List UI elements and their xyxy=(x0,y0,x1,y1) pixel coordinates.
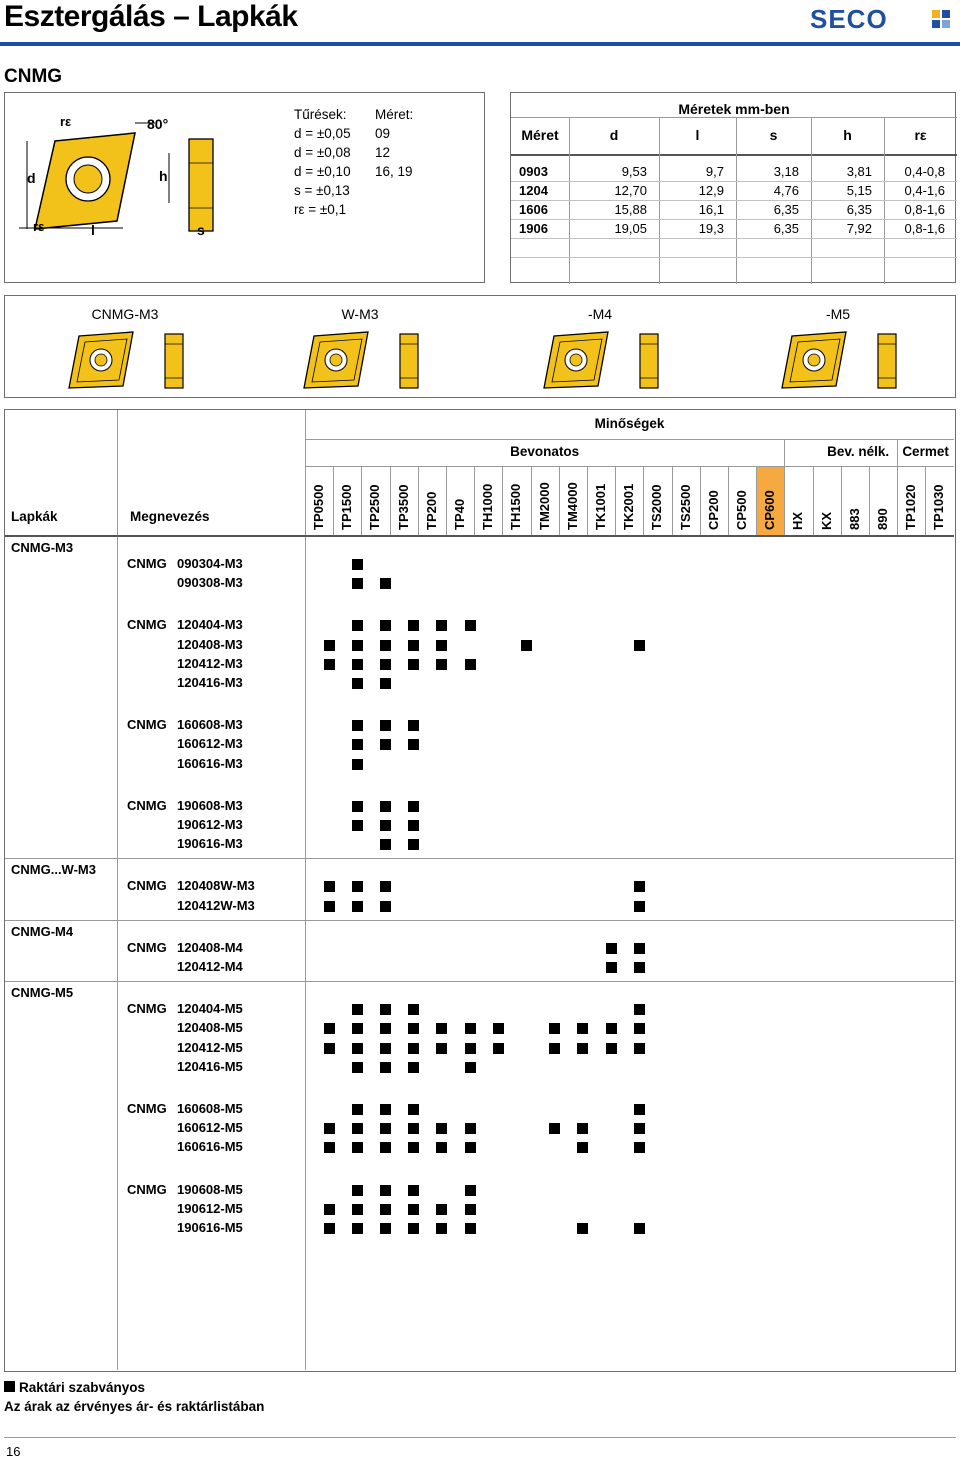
stock-mark xyxy=(352,881,363,892)
stock-mark xyxy=(380,1142,391,1153)
grade-col-rule xyxy=(559,467,560,535)
item-code: 160608-M3 xyxy=(177,717,243,733)
stock-mark xyxy=(577,1142,588,1153)
dims-header-cell: l xyxy=(695,127,700,143)
stock-mark xyxy=(408,820,419,831)
stock-mark xyxy=(634,943,645,954)
col-rule xyxy=(305,410,306,1370)
dims-row-rule xyxy=(511,257,957,258)
item-code: 120412-M3 xyxy=(177,655,243,671)
insert-geometry-icon xyxy=(65,330,215,390)
stock-mark xyxy=(380,901,391,912)
stock-mark xyxy=(634,1104,645,1115)
dims-cell: 9,7 xyxy=(705,164,724,179)
tolerance-list xyxy=(294,105,351,219)
stock-mark xyxy=(352,678,363,689)
stock-mark xyxy=(380,1043,391,1054)
stock-mark xyxy=(380,1123,391,1134)
stock-mark xyxy=(380,1185,391,1196)
stock-mark xyxy=(324,881,335,892)
tolerance-line: d = ±0,10 xyxy=(294,164,351,179)
stock-mark xyxy=(352,1062,363,1073)
insert-dimension-drawing xyxy=(5,93,295,253)
item-code: 120412-M5 xyxy=(177,1039,243,1055)
item-code: 160608-M5 xyxy=(177,1101,243,1116)
dims-cell: 1606 xyxy=(519,202,548,217)
stock-mark xyxy=(380,1023,391,1034)
group-row-rule xyxy=(5,981,954,982)
stock-mark xyxy=(352,1142,363,1153)
grade-col-rule xyxy=(728,467,729,535)
stock-mark xyxy=(577,1023,588,1034)
section-title: CNMG xyxy=(4,66,63,87)
geometry-box xyxy=(4,295,956,398)
svg-text:rε: rε xyxy=(33,219,45,234)
stock-mark xyxy=(352,739,363,750)
grade-header: TP1030 xyxy=(931,484,947,530)
grade-header: KX xyxy=(818,511,834,530)
stock-mark xyxy=(465,1142,476,1153)
dims-cell: 16,1 xyxy=(698,202,724,217)
stock-mark xyxy=(493,1043,504,1054)
grade-col-rule xyxy=(446,467,447,535)
item-code: 160616-M5 xyxy=(177,1139,243,1155)
stock-mark xyxy=(324,1204,335,1215)
group-row-rule xyxy=(5,858,954,859)
grade-col-rule xyxy=(643,467,644,535)
stock-mark xyxy=(465,1204,476,1215)
dims-cell: 9,53 xyxy=(621,164,647,179)
stock-mark xyxy=(324,640,335,651)
row-rule xyxy=(5,535,954,537)
grade-col-rule xyxy=(813,467,814,535)
stock-mark xyxy=(380,1004,391,1015)
svg-text:h: h xyxy=(159,168,168,184)
family-label: CNMG-M4 xyxy=(11,923,74,939)
item-code: 190616-M5 xyxy=(177,1220,243,1235)
grade-header: TM4000 xyxy=(564,482,580,530)
stock-mark xyxy=(408,620,419,631)
item-code: 190612-M5 xyxy=(177,1200,243,1216)
item-code: 160612-M5 xyxy=(177,1120,243,1136)
size-value: 09 xyxy=(375,126,391,141)
dims-rule xyxy=(511,154,957,156)
grade-header: 890 xyxy=(875,508,890,530)
stock-mark xyxy=(352,720,363,731)
svg-text:l: l xyxy=(91,222,95,238)
svg-text:rε: rε xyxy=(60,114,72,129)
geometry-label: -M5 xyxy=(825,306,851,322)
family-label: CNMG...W-M3 xyxy=(11,862,96,878)
stock-mark xyxy=(549,1123,560,1134)
dims-header-cell: Méret xyxy=(521,127,559,143)
item-code: 160612-M3 xyxy=(177,736,243,752)
dims-cell: 15,88 xyxy=(614,202,647,217)
dimensions-table xyxy=(510,92,956,283)
stock-mark xyxy=(634,1043,645,1054)
grade-header: TP200 xyxy=(423,491,439,530)
name-header: Megnevezés xyxy=(130,509,210,524)
grade-header: CP600 xyxy=(762,490,778,530)
size-value: 12 xyxy=(375,145,391,160)
stock-mark xyxy=(380,1223,391,1234)
stock-mark xyxy=(380,1062,391,1073)
stock-mark xyxy=(549,1023,560,1034)
page-number: 16 xyxy=(6,1444,21,1459)
stock-mark xyxy=(324,1123,335,1134)
stock-mark xyxy=(436,1204,447,1215)
stock-mark xyxy=(465,1123,476,1134)
group-row-rule xyxy=(5,920,954,921)
item-code: 120412W-M3 xyxy=(177,897,255,913)
dims-header-cell: rε xyxy=(914,127,927,143)
insert-geometry-icon xyxy=(300,330,450,390)
item-code: 120408-M3 xyxy=(177,636,243,652)
item-code: 120412-M4 xyxy=(177,959,243,974)
dims-cell: 1204 xyxy=(519,183,548,198)
dims-cell: 1906 xyxy=(519,221,548,236)
stock-mark xyxy=(380,1104,391,1115)
dims-header-cell: d xyxy=(609,127,619,143)
dims-cell: 6,35 xyxy=(773,221,799,236)
dims-cell: 3,81 xyxy=(846,164,872,179)
stock-mark xyxy=(380,678,391,689)
svg-text:80°: 80° xyxy=(147,116,169,132)
tolerance-line: rε = ±0,1 xyxy=(294,202,347,217)
name-prefix: CNMG xyxy=(127,878,167,894)
legend xyxy=(4,1380,145,1395)
name-prefix: CNMG xyxy=(127,717,167,733)
stock-mark xyxy=(606,962,617,973)
qualities-header: Minőségek xyxy=(594,416,665,431)
stock-mark xyxy=(408,1104,419,1115)
dims-cell: 0,4-1,6 xyxy=(904,183,945,198)
stock-mark xyxy=(606,943,617,954)
stock-mark xyxy=(324,659,335,670)
item-code: 120404-M5 xyxy=(177,1001,243,1017)
page-title: Esztergálás – Lapkák xyxy=(4,0,298,33)
dims-cell: 5,15 xyxy=(846,183,872,198)
grade-header: TH1000 xyxy=(480,483,496,530)
stock-mark xyxy=(634,1223,645,1234)
stock-mark xyxy=(380,820,391,831)
dims-cell: 6,35 xyxy=(846,202,872,217)
stock-mark xyxy=(634,1004,645,1015)
name-prefix: CNMG xyxy=(127,1001,167,1017)
stock-mark xyxy=(380,881,391,892)
stock-mark xyxy=(436,1023,447,1034)
stock-mark xyxy=(465,1023,476,1034)
grade-header: TK2001 xyxy=(621,483,637,530)
dims-header-cell: h xyxy=(843,127,852,143)
name-prefix: CNMG xyxy=(127,1101,167,1116)
stock-mark xyxy=(634,881,645,892)
seco-logo xyxy=(810,6,956,32)
stock-mark xyxy=(408,1004,419,1015)
stock-mark xyxy=(606,1043,617,1054)
tolerance-box xyxy=(4,92,485,283)
size-value: 16, 19 xyxy=(375,164,413,179)
item-code: 190612-M3 xyxy=(177,817,243,832)
stock-mark xyxy=(380,620,391,631)
stock-mark xyxy=(352,1104,363,1115)
item-code: 190616-M3 xyxy=(177,836,243,852)
stock-mark xyxy=(380,659,391,670)
insert-geometry-icon xyxy=(778,330,928,390)
grade-header: TH1500 xyxy=(508,483,524,530)
insert-geometry-icon xyxy=(540,330,690,390)
dims-cell: 12,70 xyxy=(614,183,647,198)
grade-col-rule xyxy=(925,467,926,535)
stock-mark xyxy=(436,1043,447,1054)
stock-mark xyxy=(634,640,645,651)
stock-mark xyxy=(352,801,363,812)
grade-col-rule xyxy=(869,467,870,535)
tolerance-line: d = ±0,05 xyxy=(294,126,351,141)
stock-mark xyxy=(634,1123,645,1134)
dims-row-rule xyxy=(511,200,957,201)
name-prefix: CNMG xyxy=(127,556,167,571)
stock-square-icon xyxy=(4,1381,15,1392)
item-code: 120404-M3 xyxy=(177,617,243,633)
item-code: 160616-M3 xyxy=(177,755,243,771)
dims-row-rule xyxy=(511,181,957,182)
stock-mark xyxy=(465,1062,476,1073)
stock-mark xyxy=(324,901,335,912)
dims-cell: 12,9 xyxy=(698,183,724,198)
family-label: CNMG-M5 xyxy=(11,985,74,1001)
header-rule xyxy=(0,42,960,46)
legend-text: Raktári szabványos xyxy=(19,1380,146,1395)
dims-cell: 0,8-1,6 xyxy=(904,221,945,236)
stock-mark xyxy=(634,1142,645,1153)
stock-mark xyxy=(577,1223,588,1234)
stock-mark xyxy=(436,1123,447,1134)
geometry-label: -M4 xyxy=(587,306,613,322)
grade-header: TP1020 xyxy=(903,484,919,530)
dims-cell: 6,35 xyxy=(773,202,799,217)
stock-mark xyxy=(465,659,476,670)
stock-mark xyxy=(352,559,363,570)
stock-mark xyxy=(352,640,363,651)
stock-mark xyxy=(408,1204,419,1215)
stock-mark xyxy=(380,640,391,651)
dims-cell: 0903 xyxy=(519,164,548,179)
grade-header: CP500 xyxy=(734,490,749,530)
logo-wordmark: SECO xyxy=(810,6,888,32)
stock-mark xyxy=(521,640,532,651)
stock-mark xyxy=(436,659,447,670)
price-note: Az árak az érvényes ár- és raktárlistában xyxy=(4,1399,265,1414)
stock-mark xyxy=(352,578,363,589)
stock-mark xyxy=(549,1043,560,1054)
stock-mark xyxy=(408,1223,419,1234)
stock-mark xyxy=(324,1023,335,1034)
stock-mark xyxy=(408,640,419,651)
name-prefix: CNMG xyxy=(127,939,167,955)
grade-header: 883 xyxy=(846,508,862,530)
dims-row-rule xyxy=(511,238,957,239)
row-rule xyxy=(305,466,954,467)
stock-mark xyxy=(436,620,447,631)
footer-rule xyxy=(4,1437,956,1438)
dims-cell: 19,3 xyxy=(698,221,724,236)
grade-header: TP2500 xyxy=(367,484,383,530)
stock-mark xyxy=(634,901,645,912)
dims-cell: 0,4-0,8 xyxy=(904,164,945,179)
stock-mark xyxy=(465,1223,476,1234)
grade-col-rule xyxy=(841,467,842,535)
item-code: 120408-M5 xyxy=(177,1020,243,1036)
item-code: 190608-M5 xyxy=(177,1181,243,1197)
stock-mark xyxy=(380,578,391,589)
stock-mark xyxy=(352,901,363,912)
family-label: CNMG-M3 xyxy=(11,540,74,555)
tolerance-line: s = ±0,13 xyxy=(294,183,350,198)
grade-col-rule xyxy=(897,467,898,535)
grade-col-rule xyxy=(418,467,419,535)
row-rule xyxy=(305,439,954,440)
stock-mark xyxy=(352,820,363,831)
grade-header: TP40 xyxy=(452,498,467,530)
stock-mark xyxy=(352,659,363,670)
stock-mark xyxy=(577,1043,588,1054)
stock-mark xyxy=(380,1204,391,1215)
stock-mark xyxy=(408,1185,419,1196)
grade-header: TS2500 xyxy=(677,484,693,530)
grade-col-rule xyxy=(587,467,588,535)
stock-mark xyxy=(465,1185,476,1196)
uncoated-header: Bev. nélk. xyxy=(827,444,890,459)
grade-col-rule xyxy=(700,467,701,535)
stock-mark xyxy=(324,1142,335,1153)
item-code: 090304-M3 xyxy=(177,556,243,571)
grade-header: TP1500 xyxy=(339,484,355,530)
stock-mark xyxy=(352,1123,363,1134)
stock-mark xyxy=(380,720,391,731)
stock-mark xyxy=(324,1223,335,1234)
item-code: 090308-M3 xyxy=(177,575,243,591)
dimensions-caption: Méretek mm-ben xyxy=(678,101,790,117)
item-code: 120408W-M3 xyxy=(177,878,255,894)
dims-header-cell: s xyxy=(769,127,778,143)
stock-mark xyxy=(380,839,391,850)
size-list xyxy=(375,105,413,181)
stock-mark xyxy=(436,1223,447,1234)
dims-row-rule xyxy=(511,219,957,220)
grade-col-rule xyxy=(474,467,475,535)
svg-text:d: d xyxy=(27,170,36,186)
stock-mark xyxy=(408,1142,419,1153)
cermet-header: Cermet xyxy=(902,444,949,459)
stock-mark xyxy=(436,1142,447,1153)
stock-mark xyxy=(634,1023,645,1034)
dims-cell: 0,8-1,6 xyxy=(904,202,945,217)
stock-mark xyxy=(493,1023,504,1034)
stock-mark xyxy=(352,1023,363,1034)
geometry-label: W-M3 xyxy=(341,306,379,322)
stock-mark xyxy=(380,739,391,750)
dims-cell: 4,76 xyxy=(773,183,799,198)
grade-col-rule xyxy=(615,467,616,535)
name-prefix: CNMG xyxy=(127,797,167,813)
dims-cell: 7,92 xyxy=(846,221,872,236)
grade-header: TS2000 xyxy=(649,484,665,530)
grade-col-rule xyxy=(361,467,362,535)
tolerance-line: d = ±0,08 xyxy=(294,145,351,160)
grade-header: HX xyxy=(790,511,806,530)
stock-mark xyxy=(465,1043,476,1054)
stock-mark xyxy=(380,801,391,812)
stock-mark xyxy=(408,739,419,750)
stock-mark xyxy=(408,801,419,812)
stock-mark xyxy=(408,659,419,670)
geometry-label: CNMG-M3 xyxy=(91,306,159,322)
lapkak-header: Lapkák xyxy=(11,509,58,524)
stock-mark xyxy=(352,1204,363,1215)
item-code: 190608-M3 xyxy=(177,797,243,813)
stock-mark xyxy=(408,1043,419,1054)
grade-header: TK1001 xyxy=(593,483,608,530)
stock-mark xyxy=(465,620,476,631)
stock-mark xyxy=(352,759,363,770)
grades-table xyxy=(4,409,956,1372)
grade-col-rule xyxy=(531,467,532,535)
name-prefix: CNMG xyxy=(127,617,167,633)
grade-col-rule xyxy=(502,467,503,535)
stock-mark xyxy=(408,839,419,850)
stock-mark xyxy=(606,1023,617,1034)
grade-header: TP0500 xyxy=(311,484,326,530)
item-code: 120408-M4 xyxy=(177,939,243,955)
stock-mark xyxy=(352,1004,363,1015)
stock-mark xyxy=(352,1223,363,1234)
grade-header: TP3500 xyxy=(395,484,411,530)
item-code: 120416-M5 xyxy=(177,1058,243,1074)
grade-col-rule xyxy=(390,467,391,535)
stock-mark xyxy=(577,1123,588,1134)
stock-mark xyxy=(408,720,419,731)
size-title: Méret: xyxy=(375,107,414,122)
item-code: 120416-M3 xyxy=(177,675,243,690)
grade-header: CP200 xyxy=(705,490,721,530)
stock-mark xyxy=(352,1043,363,1054)
grade-col-rule xyxy=(333,467,334,535)
grade-col-rule xyxy=(784,467,785,535)
tolerance-title: Tűrések: xyxy=(294,107,347,122)
coated-header: Bevonatos xyxy=(510,444,580,459)
svg-text:s: s xyxy=(197,222,205,238)
dims-cell: 19,05 xyxy=(614,221,647,236)
grade-col-rule xyxy=(756,467,757,535)
name-prefix: CNMG xyxy=(127,1181,167,1197)
stock-mark xyxy=(634,962,645,973)
col-rule xyxy=(117,410,118,1370)
grade-header: TM2000 xyxy=(536,482,552,530)
stock-mark xyxy=(352,1185,363,1196)
stock-mark xyxy=(408,1062,419,1073)
grade-col-rule xyxy=(672,467,673,535)
dims-rule xyxy=(511,117,957,118)
stock-mark xyxy=(436,640,447,651)
stock-mark xyxy=(324,1043,335,1054)
stock-mark xyxy=(352,620,363,631)
dims-cell: 3,18 xyxy=(773,164,799,179)
stock-mark xyxy=(408,1123,419,1134)
stock-mark xyxy=(408,1023,419,1034)
